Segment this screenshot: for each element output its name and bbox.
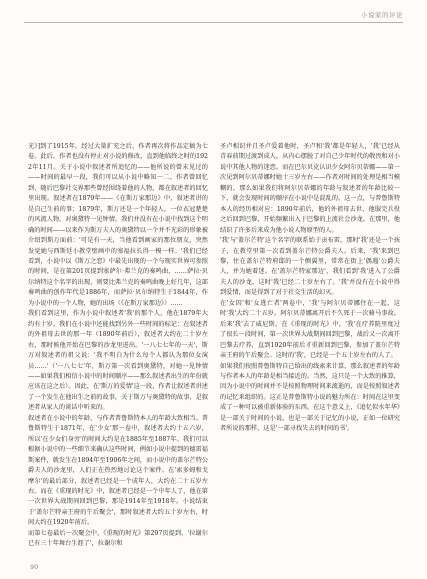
page-number: 90 [30,563,39,571]
header-rule [24,22,403,23]
right-paragraph-2: '我'与'盖尔芒特'这个名字的联系始于贡布雷，那时'我'还是一个孩子，在教堂里第一次看到盖尔芒特公爵夫人。后来，'我'来到巴黎，住在盖尔芒特府邸的一个侧翼里，常常在街上'偶遇'公爵夫人，并为她着迷。在'盖尔芒特家那边'，我们看到'我'进入了公爵夫人的沙龙，这时'我'已经二十岁左右了。'我'并没有在小说中得到爱情，而是得到了对于社交生活的幻灭。 [220,237,400,297]
right-paragraph-1: 圣卢相识并且圣卢爱着他时，圣卢和'我'都是年轻人，'我'已经从青春前期过渡到成人，从内心摆脱了对自己少年时代的敬畏和对小说中其他人物的迷恋。而在巴尔贝克认识少女阿尔贝蒂娜——第一次见到阿尔贝蒂娜时她十三岁左右——作者对时间的处理是相当模糊的，那么如果我们将阿尔贝蒂娜的年龄与叙述者的年龄比较一下，就会发现时间的顺序在小说中是混乱的。这一点，与普鲁斯特本人的经历相对应：1890年前后，他的外祖母去世，他服完兵役之后回到巴黎，开始频繁出入于巴黎的上流社会沙龙。在那里，他结识了许多后来成为他小说人物原型的人。 [220,143,400,234]
left-paragraph-2: 我们看到这里，作为小说中叙述者'我'的那个人，他在1879年大约有十岁。我们在小说中还能找到另外一些时间的标记：在叙述者的外祖母去世的那一年（1890年前后），叙述者大约在二十岁左右，那时候他开始在巴黎的沙龙里进出。'一八七七年的一天'，斯万对叙述者的祖父说：'我不明白为什么每个人都认为那位女演员……'（'一八七七'年，斯万第一次看到奥黛特，对她一见钟情——如果我们相信小说中的时间顺序——那么叙述者出生的年份就应该在这之后）。因此，在'斯万的爱情'这一段，作者让叙述者讲述了一个发生在他出生之前的故事，关于斯万与奥黛特的故事，是叙述者从家人的谈话中听来的。 [28,310,208,412]
right-column [220,142,400,554]
running-title: 小说家的评论 [361,11,403,19]
body-columns [28,142,400,554]
left-paragraph-4: 而第七卷最后一次聚会中，《重现的时光》第297页提到，'拉谢尔已有三十年舞台生涯了'，拉谢尔和 [28,529,208,548]
left-paragraph-3: 叙述者在小说中的年龄，与作者普鲁斯特本人的年龄大致相当。普鲁斯特生于1871年，在'少女'那一卷中，叙述者大约十五六岁，所以'在少女们身旁'的时间大约是在1885年至1887年。我们可以根据小说中的一些细节来确认这些时间，例如小说中提到的德雷福斯案件，就发生在1894年至1906年之间，而小说中的盖尔芒特公爵夫人的沙龙里，人们正在热烈地讨论这个案件。在'索多姆和戈摩尔'的最后部分，叙述者已经是一个成年人，大约在二十五岁左右。而在《重现的时光》中，叙述者已经是一个中年人了，他在第一次世界大战期间回到巴黎，那是1914年至1918年。小说结束于'盖尔芒特亲王府的午后聚会'，那时叙述者大约五十岁左右，时间大约在1920年前后。 [28,414,208,527]
page-header [0,10,427,22]
right-paragraph-4: 如果我们按照普鲁斯特自己给出的线索来计算，那么叙述者的年龄与作者本人的年龄是相当接近的。当然，这只是一个大致的推算，因为小说中的时间并不是按照物理时间来流逝的，而是按照叙述者的记忆来组织的。这正是普鲁斯特小说的魅力所在：时间在这里变成了一种可以被重新体验的东西。在这个意义上，《追忆似水年华》是一部关于时间的小说，也是一部关于记忆的小说，正如一位研究者所说的那样，这是'一部寻找失去的时间的书'。 [220,362,400,433]
left-column [28,142,208,554]
right-paragraph-3: 在'女囚'和'女逃亡者'两卷中，'我'与阿尔贝蒂娜住在一起，这时'我'大约二十五岁。阿尔贝蒂娜离开后不久死于一次骑马事故。后来'我'去了威尼斯。在《重现的时光》中，'我'在疗养院里度过了很长一段时间，第一次世界大战期间回到巴黎，战后又一次离开巴黎去疗养，直到1920年前后才重新回到巴黎，参加了盖尔芒特亲王府的午后聚会。这时的'我'，已经是一个五十岁左右的人了。 [220,299,400,360]
left-paragraph-1: 光》]到了1915年，经过大量扩充之后，作者再次将作品定稿为七卷。此后，作者也没有停止对小说的修改，直到他临终之时的1922年11月。关于小说中叙述者所追忆的——他所说的曾未见过的——时间的最早一段，我们可以从小说中略知一二。作者曾回忆到，随后巴黎社交界那些曾经围绕着他的人物，都在叙述者的回忆里出现。叙述者在1879年——《在斯万家那边》中，叙述者讲的是自己生前的事；1879年，斯万还是一个年轻人，一位衣冠楚楚的风流人物，对奥黛特一见钟情。我们并没有在小说中找到这个明确的时间——以来作为斯万夫人的奥黛特以一个并不光彩的形象被介绍到斯万面前：'可是有一天，当他看到画家的那位朋友，突然发觉她与西斯廷小教堂壁画中的塞福拉长得一模一样。'我们已经看到，小说中以《斯万之恋》中最先出现的一个与现实世界可参照的时间，是在第201页提到塞萨尔·弗兰克的奏鸣曲，……萨拉·贝尔纳特这个名字的出现，则要比弗兰克的奏鸣曲晚上好几年，这部奏鸣曲的创作年代是1886年，而萨拉·贝尔纳特生于1844年，作为小说中的一个人物，她的出场（《在斯万家那边》）…… [28,143,208,307]
